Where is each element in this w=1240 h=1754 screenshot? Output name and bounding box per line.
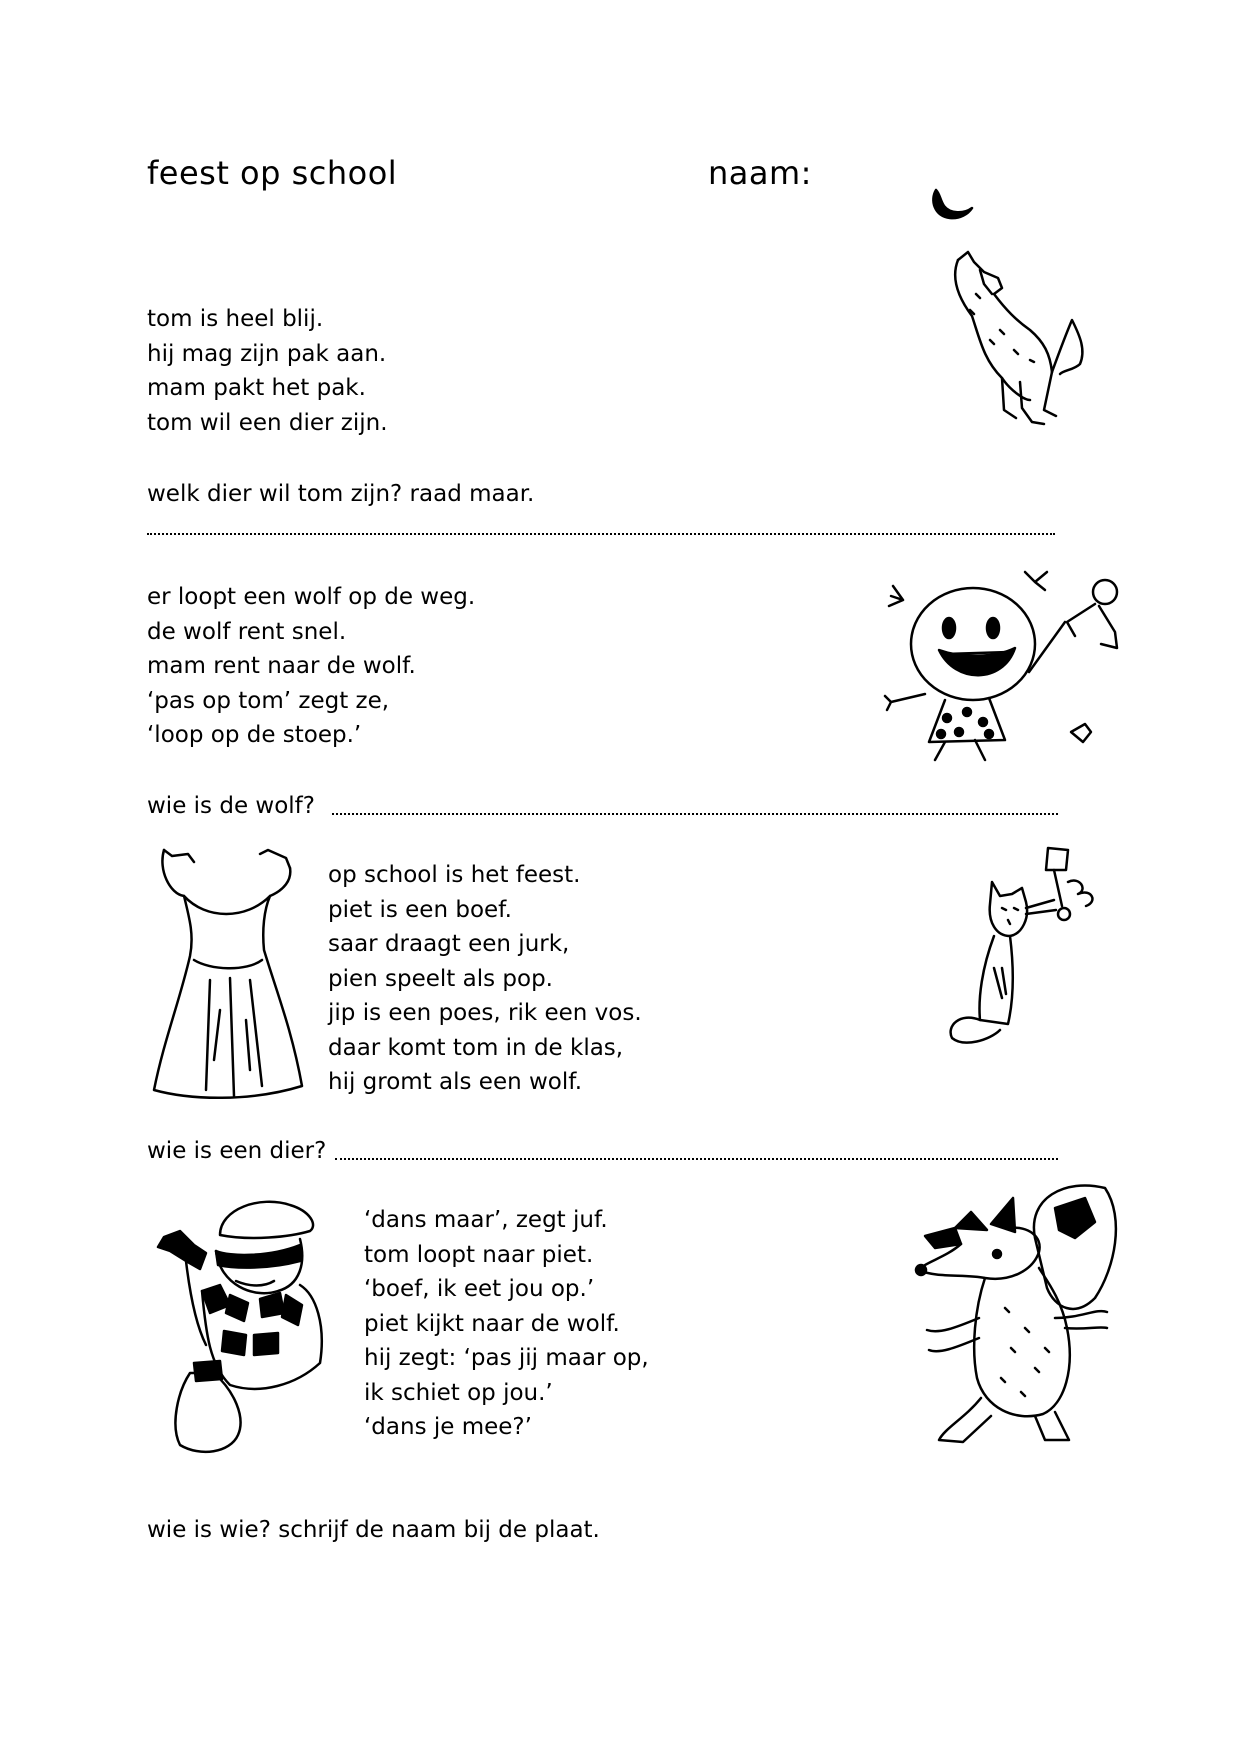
story-line: ‘boef, ik eet jou op.’ [364,1276,595,1302]
answer-line-2[interactable] [332,813,1058,815]
answer-line-1[interactable] [147,533,1055,535]
story-line: de wolf rent snel. [147,618,347,645]
answer-line-3[interactable] [335,1158,1058,1160]
cat-icon [930,848,1105,1048]
story-line: hij gromt als een wolf. [328,1069,582,1095]
story-line: jip is een poes, rik een vos. [328,1000,642,1026]
final-instruction: wie is wie? schrijf de naam bij de plaat. [147,1517,600,1543]
story-line: op school is het feest. [328,862,581,888]
story-line: piet is een boef. [328,896,512,923]
story-line: mam rent naar de wolf. [147,653,416,679]
dress-icon [150,850,310,1100]
story-paragraph-1 [147,302,388,440]
story-line: pien speelt als pop. [328,965,553,992]
worksheet-title: feest op school [147,154,398,192]
story-line: ‘dans maar’, zegt juf. [364,1207,608,1233]
girl-with-doll-icon [885,572,1145,762]
question-1: welk dier wil tom zijn? raad maar. [147,481,535,507]
burglar-icon [150,1195,350,1465]
story-line: tom loopt naar piet. [364,1241,594,1268]
story-paragraph-4 [364,1203,649,1445]
story-line: ‘pas op tom’ zegt ze, [147,687,390,714]
story-line: ‘dans je mee?’ [364,1414,532,1440]
story-line: mam pakt het pak. [147,375,366,401]
story-line: hij mag zijn pak aan. [147,340,387,367]
story-line: tom wil een dier zijn. [147,409,388,436]
story-paragraph-3 [328,858,642,1100]
question-2: wie is de wolf? [147,793,315,819]
story-line: piet kijkt naar de wolf. [364,1310,620,1337]
story-line: ‘loop op de stoep.’ [147,722,362,748]
fox-icon [915,1178,1125,1453]
question-3: wie is een dier? [147,1138,327,1164]
story-paragraph-2 [147,580,475,753]
moon-icon [928,186,978,226]
story-line: hij zegt: ‘pas jij maar op, [364,1345,649,1371]
story-line: ik schiet op jou.’ [364,1379,553,1406]
name-label: naam: [708,154,812,192]
story-line: tom is heel blij. [147,306,324,332]
story-line: daar komt tom in de klas, [328,1034,624,1061]
story-line: er loopt een wolf op de weg. [147,584,476,610]
story-line: saar draagt een jurk, [328,931,570,957]
howling-wolf-icon [940,250,1100,430]
